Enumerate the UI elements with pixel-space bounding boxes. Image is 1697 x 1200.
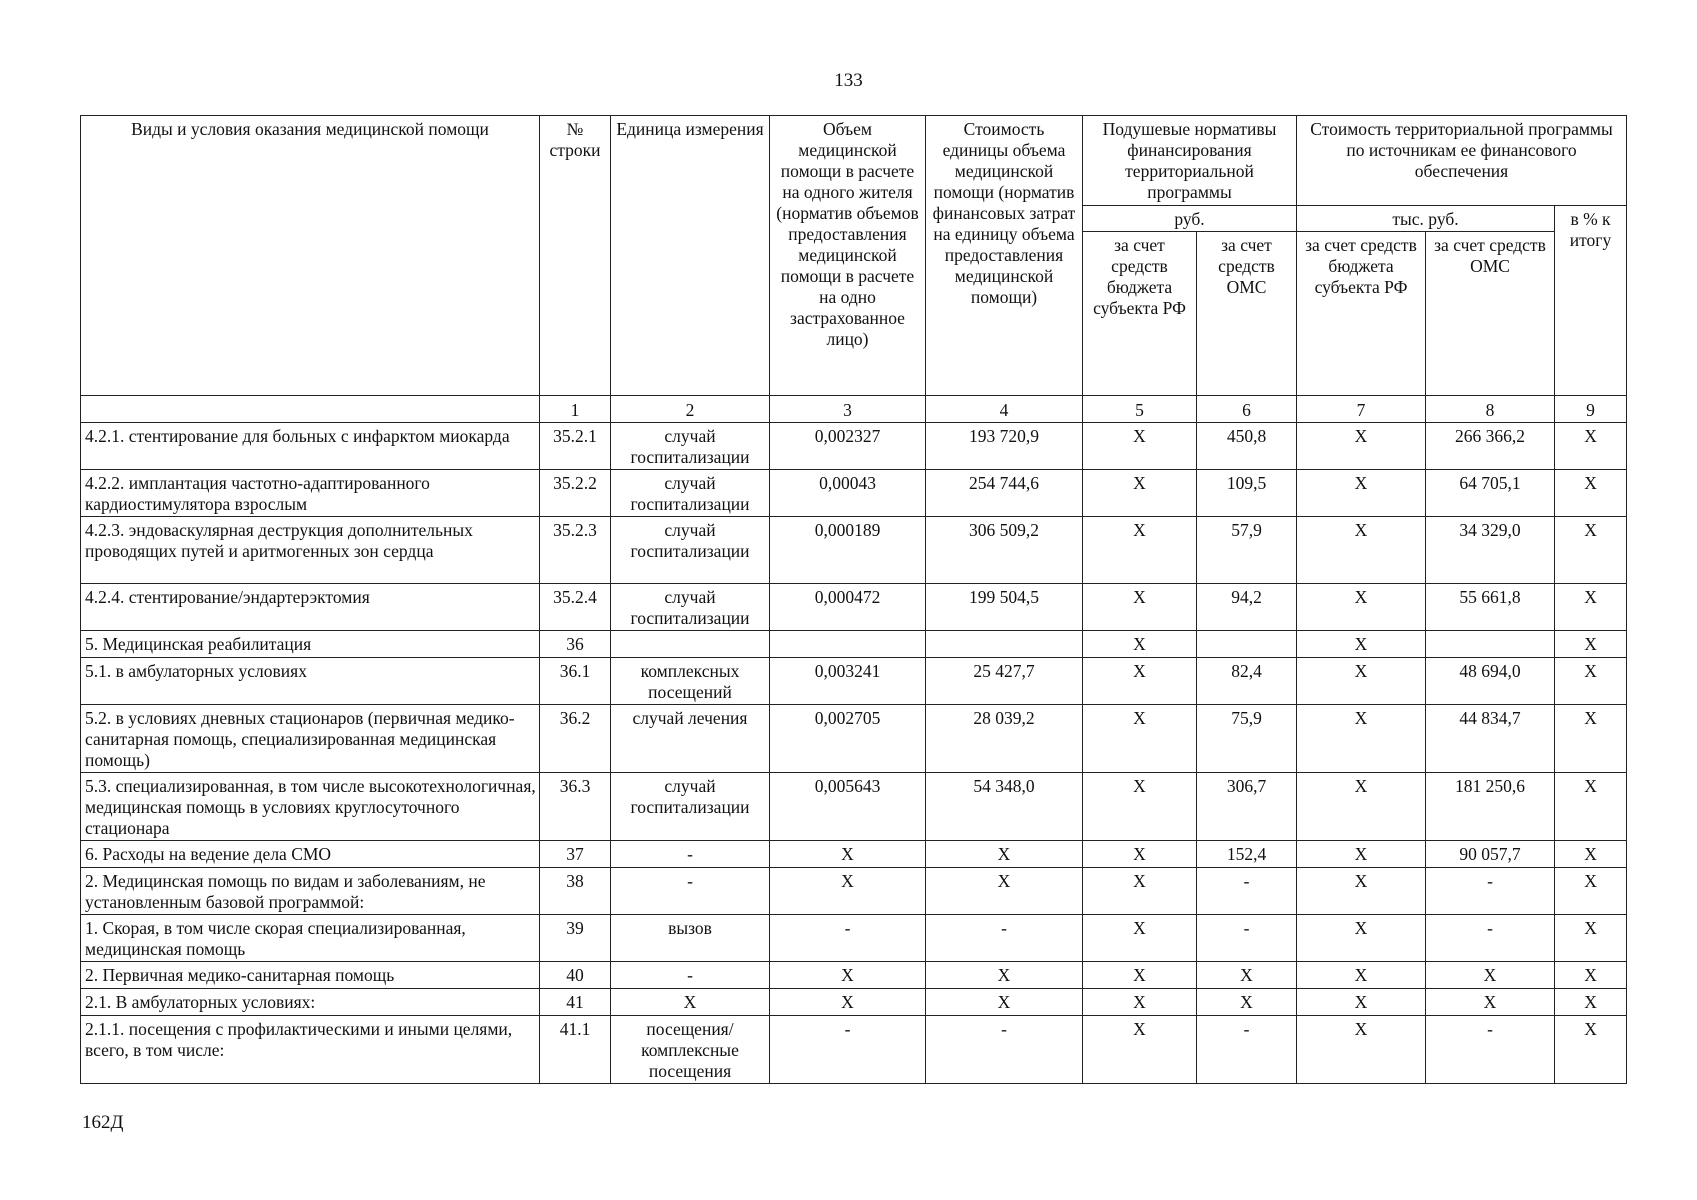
row-name: 5. Медицинская реабилитация [81, 631, 540, 658]
row-number: 39 [540, 915, 611, 962]
row-unit-cost: 28 039,2 [926, 705, 1083, 773]
row-budget-rub: X [1083, 989, 1197, 1016]
row-percent: X [1555, 423, 1627, 470]
row-oms-thous: 55 661,8 [1426, 584, 1555, 631]
row-percent: X [1555, 915, 1627, 962]
row-unit-cost: 306 509,2 [926, 517, 1083, 584]
table-row [81, 841, 1627, 868]
table-row [81, 423, 1627, 470]
header-budget-rf-thous: за счет средств бюджета субъекта РФ [1297, 232, 1426, 396]
header-unit: Единица измерения [611, 116, 770, 396]
row-budget-rub: X [1083, 470, 1197, 517]
row-percent: X [1555, 773, 1627, 841]
row-number: 35.2.4 [540, 584, 611, 631]
row-number: 35.2.1 [540, 423, 611, 470]
row-volume: 0,002327 [770, 423, 926, 470]
row-budget-thous: X [1297, 915, 1426, 962]
row-oms-thous [1426, 631, 1555, 658]
table-row [81, 868, 1627, 915]
row-unit-cost: X [926, 868, 1083, 915]
row-volume: - [770, 1016, 926, 1084]
row-unit-cost: 254 744,6 [926, 470, 1083, 517]
row-volume: 0,005643 [770, 773, 926, 841]
table-row [81, 705, 1627, 773]
row-number: 36.1 [540, 658, 611, 705]
row-oms-rub: - [1197, 868, 1297, 915]
row-budget-thous: X [1297, 705, 1426, 773]
row-percent: X [1555, 584, 1627, 631]
row-unit: случай госпитализации [611, 423, 770, 470]
row-volume: X [770, 868, 926, 915]
header-program-cost: Стоимость территориальной программы по источникам ее финансового обеспечения [1297, 116, 1627, 206]
header-thous-rub: тыс. руб. [1297, 206, 1555, 232]
row-oms-thous: - [1426, 915, 1555, 962]
row-volume: - [770, 915, 926, 962]
column-number: 1 [540, 396, 611, 423]
row-budget-thous: X [1297, 517, 1426, 584]
row-oms-rub: 82,4 [1197, 658, 1297, 705]
table-row [81, 658, 1627, 705]
row-volume: X [770, 962, 926, 989]
row-name: 1. Скорая, в том числе скорая специализированная, медицинская помощь [81, 915, 540, 962]
row-name: 6. Расходы на ведение дела СМО [81, 841, 540, 868]
row-number: 37 [540, 841, 611, 868]
column-number: 8 [1426, 396, 1555, 423]
row-percent: X [1555, 989, 1627, 1016]
row-budget-rub: X [1083, 517, 1197, 584]
row-percent: X [1555, 631, 1627, 658]
row-number: 36.3 [540, 773, 611, 841]
row-percent: X [1555, 705, 1627, 773]
row-unit: случай госпитализации [611, 470, 770, 517]
header-name: Виды и условия оказания медицинской помощи [81, 116, 540, 396]
row-volume: 0,00043 [770, 470, 926, 517]
row-oms-thous: - [1426, 868, 1555, 915]
row-oms-thous: 48 694,0 [1426, 658, 1555, 705]
header-percent: в % к итогу [1555, 206, 1627, 396]
row-budget-thous: X [1297, 962, 1426, 989]
header-per-capita: Подушевые нормативы финансирования территориальной программы [1083, 116, 1297, 206]
row-budget-rub: X [1083, 705, 1197, 773]
row-oms-thous: 181 250,6 [1426, 773, 1555, 841]
row-oms-rub: 450,8 [1197, 423, 1297, 470]
row-volume: X [770, 841, 926, 868]
row-name: 4.2.4. стентирование/эндартерэктомия [81, 584, 540, 631]
row-number: 41.1 [540, 1016, 611, 1084]
footer-code: 162Д [82, 1112, 124, 1133]
row-unit-cost: - [926, 915, 1083, 962]
row-oms-rub: X [1197, 962, 1297, 989]
table-row [81, 989, 1627, 1016]
row-percent: X [1555, 658, 1627, 705]
row-oms-thous: 44 834,7 [1426, 705, 1555, 773]
row-oms-rub: - [1197, 1016, 1297, 1084]
row-oms-thous: 266 366,2 [1426, 423, 1555, 470]
row-budget-thous: X [1297, 423, 1426, 470]
column-number: 6 [1197, 396, 1297, 423]
row-oms-rub [1197, 631, 1297, 658]
row-budget-rub: X [1083, 915, 1197, 962]
row-number: 40 [540, 962, 611, 989]
table-row [81, 470, 1627, 517]
row-number: 35.2.3 [540, 517, 611, 584]
column-number [81, 396, 540, 423]
table-row [81, 1016, 1627, 1084]
column-number: 4 [926, 396, 1083, 423]
row-unit: - [611, 841, 770, 868]
column-number: 2 [611, 396, 770, 423]
row-volume: 0,003241 [770, 658, 926, 705]
row-oms-rub: - [1197, 915, 1297, 962]
row-percent: X [1555, 517, 1627, 584]
row-unit: - [611, 962, 770, 989]
row-unit: комплексных посещений [611, 658, 770, 705]
row-number: 35.2.2 [540, 470, 611, 517]
row-name: 2. Медицинская помощь по видам и заболеваниям, не установленным базовой программой: [81, 868, 540, 915]
row-volume: X [770, 989, 926, 1016]
table-row [81, 915, 1627, 962]
row-budget-thous: X [1297, 773, 1426, 841]
row-percent: X [1555, 1016, 1627, 1084]
header-volume: Объем медицинской помощи в расчете на одного жителя (норматив объемов предоставления медицинской помощи в расчете на одно застрахованное лицо) [770, 116, 926, 396]
row-name: 4.2.2. имплантация частотно-адаптированного кардиостимулятора взрослым [81, 470, 540, 517]
row-unit: случай лечения [611, 705, 770, 773]
row-oms-thous: 90 057,7 [1426, 841, 1555, 868]
row-percent: X [1555, 962, 1627, 989]
row-budget-thous: X [1297, 1016, 1426, 1084]
row-budget-thous: X [1297, 584, 1426, 631]
row-unit: X [611, 989, 770, 1016]
row-oms-thous: X [1426, 989, 1555, 1016]
column-number: 3 [770, 396, 926, 423]
row-budget-thous: X [1297, 658, 1426, 705]
row-name: 5.3. специализированная, в том числе высокотехнологичная, медицинская помощь в условиях круглосуточного стационара [81, 773, 540, 841]
row-oms-rub: 306,7 [1197, 773, 1297, 841]
row-unit-cost: - [926, 1016, 1083, 1084]
column-numbers-row [81, 396, 1627, 423]
row-percent: X [1555, 841, 1627, 868]
row-oms-rub: 152,4 [1197, 841, 1297, 868]
row-unit: посещения/ комплексные посещения [611, 1016, 770, 1084]
page-number: 133 [834, 70, 863, 91]
header-unit-cost: Стоимость единицы объема медицинской помощи (норматив финансовых затрат на единицу объема предоставления медицинской помощи) [926, 116, 1083, 396]
row-number: 36.2 [540, 705, 611, 773]
row-oms-rub: 109,5 [1197, 470, 1297, 517]
table-row [81, 962, 1627, 989]
row-volume [770, 631, 926, 658]
row-unit-cost: 193 720,9 [926, 423, 1083, 470]
row-budget-rub: X [1083, 1016, 1197, 1084]
row-unit [611, 631, 770, 658]
row-unit: вызов [611, 915, 770, 962]
row-oms-thous: X [1426, 962, 1555, 989]
row-oms-rub: 75,9 [1197, 705, 1297, 773]
row-volume: 0,000189 [770, 517, 926, 584]
row-volume: 0,002705 [770, 705, 926, 773]
row-budget-rub: X [1083, 868, 1197, 915]
row-budget-thous: X [1297, 470, 1426, 517]
header-oms: за счет средств ОМС [1197, 232, 1297, 396]
row-unit: случай госпитализации [611, 773, 770, 841]
row-name: 2. Первичная медико-санитарная помощь [81, 962, 540, 989]
row-budget-thous: X [1297, 989, 1426, 1016]
row-name: 4.2.1. стентирование для больных с инфарктом миокарда [81, 423, 540, 470]
row-unit-cost: 25 427,7 [926, 658, 1083, 705]
column-number: 5 [1083, 396, 1197, 423]
header-oms-thous: за счет средств ОМС [1426, 232, 1555, 396]
row-budget-rub: X [1083, 658, 1197, 705]
row-unit: случай госпитализации [611, 517, 770, 584]
row-budget-rub: X [1083, 962, 1197, 989]
row-unit-cost: X [926, 989, 1083, 1016]
row-name: 5.2. в условиях дневных стационаров (первичная медико-санитарная помощь, специализированная медицинская помощь) [81, 705, 540, 773]
financing-table [80, 115, 1627, 1084]
row-unit-cost [926, 631, 1083, 658]
row-unit-cost: X [926, 962, 1083, 989]
row-budget-rub: X [1083, 423, 1197, 470]
row-unit-cost: 199 504,5 [926, 584, 1083, 631]
row-number: 38 [540, 868, 611, 915]
row-unit: - [611, 868, 770, 915]
row-oms-thous: 34 329,0 [1426, 517, 1555, 584]
header-budget-rf: за счет средств бюджета субъекта РФ [1083, 232, 1197, 396]
row-budget-rub: X [1083, 773, 1197, 841]
row-volume: 0,000472 [770, 584, 926, 631]
row-number: 36 [540, 631, 611, 658]
row-budget-thous: X [1297, 631, 1426, 658]
row-oms-rub: X [1197, 989, 1297, 1016]
row-oms-rub: 94,2 [1197, 584, 1297, 631]
row-unit-cost: X [926, 841, 1083, 868]
row-budget-thous: X [1297, 841, 1426, 868]
row-unit-cost: 54 348,0 [926, 773, 1083, 841]
header-row-1 [81, 116, 1627, 206]
row-name: 5.1. в амбулаторных условиях [81, 658, 540, 705]
table-row [81, 584, 1627, 631]
row-number: 41 [540, 989, 611, 1016]
column-number: 9 [1555, 396, 1627, 423]
row-oms-thous: - [1426, 1016, 1555, 1084]
row-oms-thous: 64 705,1 [1426, 470, 1555, 517]
header-row-number: № строки [540, 116, 611, 396]
row-unit: случай госпитализации [611, 584, 770, 631]
row-percent: X [1555, 470, 1627, 517]
column-number: 7 [1297, 396, 1426, 423]
row-name: 2.1. В амбулаторных условиях: [81, 989, 540, 1016]
row-budget-rub: X [1083, 841, 1197, 868]
row-percent: X [1555, 868, 1627, 915]
header-rub: руб. [1083, 206, 1297, 232]
row-budget-rub: X [1083, 584, 1197, 631]
row-name: 2.1.1. посещения с профилактическими и иными целями, всего, в том числе: [81, 1016, 540, 1084]
table-row [81, 517, 1627, 584]
row-name: 4.2.3. эндоваскулярная деструкция дополнительных проводящих путей и аритмогенных зон сердца [81, 517, 540, 584]
row-budget-thous: X [1297, 868, 1426, 915]
table-row [81, 631, 1627, 658]
table-row [81, 773, 1627, 841]
row-budget-rub: X [1083, 631, 1197, 658]
row-oms-rub: 57,9 [1197, 517, 1297, 584]
